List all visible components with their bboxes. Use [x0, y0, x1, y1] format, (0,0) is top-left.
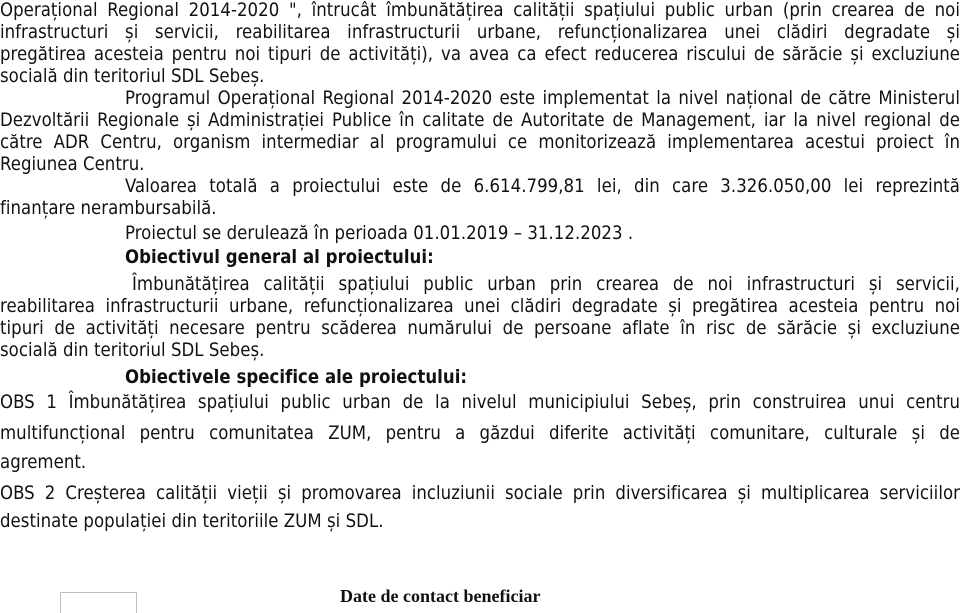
- paragraph-line: infrastructuri și servicii, reabilitarea infrastructurii urbane, refuncționalizarea unei clădiri degradate și: [0, 22, 960, 43]
- objective-obs1-line: OBS 1 Îmbunătățirea spațiului public urban de la nivelul municipiului Sebeș, prin construirea unui centru: [0, 392, 960, 413]
- paragraph-line: Dezvoltării Regionale și Administrației Publice în calitate de Autoritate de Management, iar la nivel regional de: [0, 110, 960, 131]
- paragraph-line: socială din teritoriul SDL Sebeș.: [0, 66, 265, 87]
- paragraph-line: către ADR Centru, organism intermediar al programului ce monitorizează implementarea acestui proiect în: [0, 132, 960, 153]
- paragraph-line: Programul Operațional Regional 2014-2020 este implementat la nivel național de către Ministerul: [125, 88, 960, 109]
- paragraph-line: finanțare nerambursabilă.: [0, 198, 217, 219]
- paragraph-line: reabilitarea infrastructurii urbane, refuncționalizarea unei clădiri degradate și pregătirea acesteia pentru noi: [0, 296, 960, 317]
- paragraph-line: Îmbunătățirea calității spațiului public urban prin crearea de noi infrastructuri și servicii,: [132, 274, 960, 295]
- paragraph-line: Regiunea Centru.: [0, 154, 145, 175]
- section-heading-specific-objectives: Obiectivele specifice ale proiectului:: [125, 367, 468, 388]
- project-period-line: Proiectul se derulează în perioada 01.01.2019 – 31.12.2023 .: [125, 223, 634, 244]
- paragraph-line: pregătirea acesteia pentru noi tipuri de activități), va avea ca efect reducerea riscului de sărăcie și excluziune: [0, 44, 960, 65]
- paragraph-line: Operațional Regional 2014-2020 ", întrucât îmbunătățirea calității spațiului public urban (prin crearea de noi: [0, 0, 960, 21]
- objective-obs1-line: multifuncțional pentru comunitatea ZUM, pentru a găzdui diferite activități comunitare, culturale și de: [0, 423, 960, 444]
- paragraph-line: socială din teritoriul SDL Sebeș.: [0, 340, 265, 361]
- paragraph-line: tipuri de activități necesare pentru scăderea numărului de persoane aflate în risc de sărăcie și excluziune: [0, 318, 960, 339]
- objective-obs1-line: agrement.: [0, 452, 87, 473]
- section-heading-general-objective: Obiectivul general al proiectului:: [125, 247, 434, 268]
- objective-obs2-line: destinate populației din teritoriile ZUM și SDL.: [0, 511, 384, 532]
- objective-obs2-line: OBS 2 Creșterea calității vieții și promovarea incluziunii sociale prin diversificarea și multiplicarea serviciilor: [0, 483, 960, 504]
- paragraph-line: Valoarea totală a proiectului este de 6.614.799,81 lei, din care 3.326.050,00 lei reprezintă: [125, 176, 960, 197]
- contact-heading: Date de contact beneficiar: [340, 586, 541, 606]
- logo-box: [60, 592, 137, 613]
